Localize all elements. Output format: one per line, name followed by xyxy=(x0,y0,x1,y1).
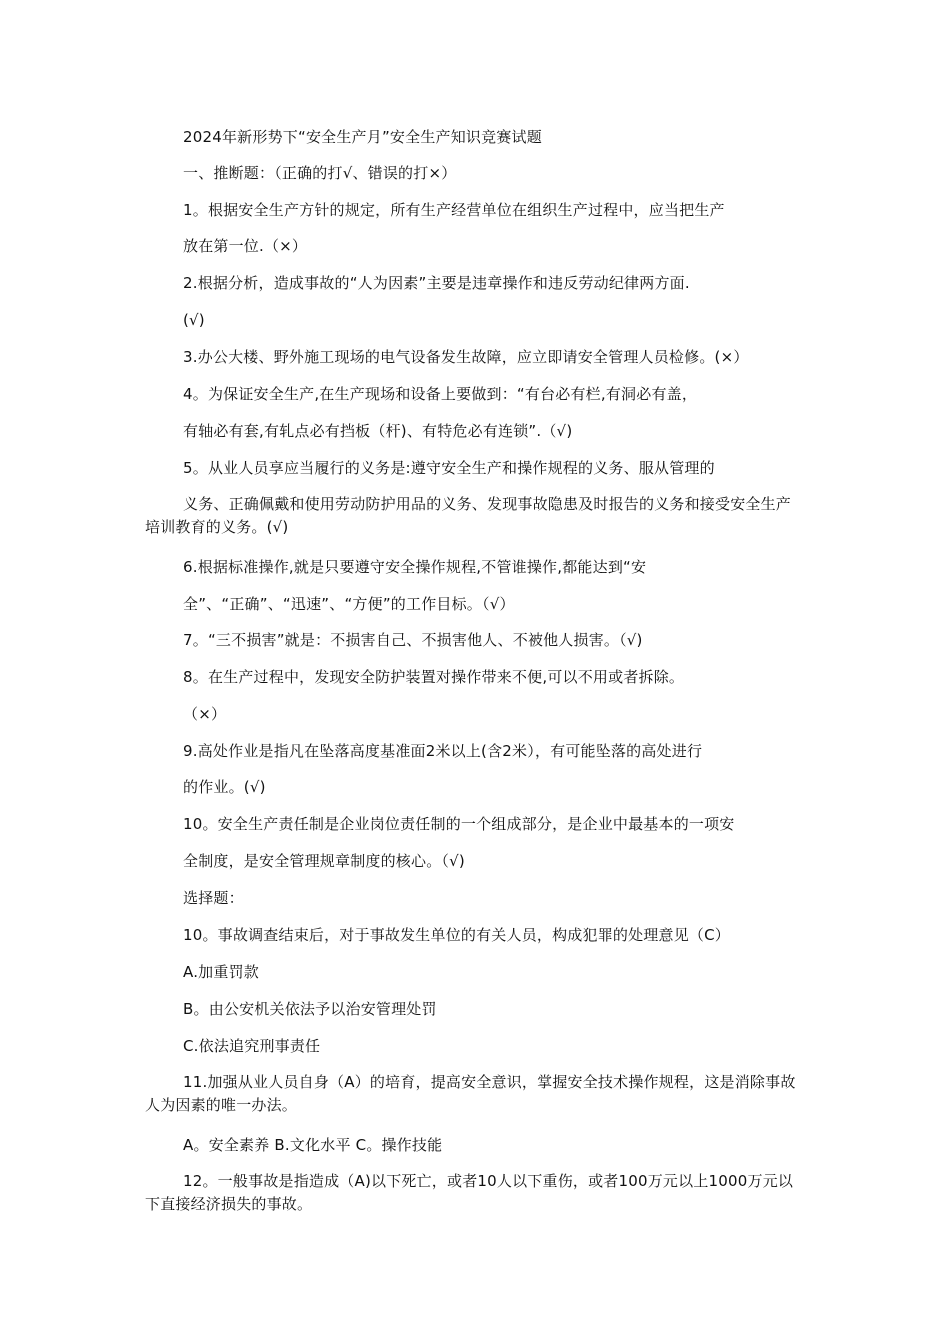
choice-10-option-a: A.加重罚款 xyxy=(183,963,259,981)
question-3: 3.办公大楼、野外施工现场的电气设备发生故障，应立即请安全管理人员检修。(×） xyxy=(183,348,749,366)
section-heading-choice: 选择题： xyxy=(183,889,244,907)
choice-question-11: 11.加强从业人员自身（A）的培育，提高安全意识，掌握安全技术操作规程，这是消除事故人为因素的唯一办法。 xyxy=(145,1073,796,1114)
document-title: 2024年新形势下“安全生产月”安全生产知识竞赛试题 xyxy=(183,128,542,146)
choice-10-option-c: C.依法追究刑事责任 xyxy=(183,1037,321,1055)
question-5-paragraph: 义务、正确佩戴和使用劳动防护用品的义务、发现事故隐患及时报告的义务和接受安全生产培训教育的义务。(√) xyxy=(145,495,792,536)
question-5-line-1: 5。从业人员享应当履行的义务是:遵守安全生产和操作规程的义务、服从管理的 xyxy=(183,459,715,477)
question-10-line-1: 10。安全生产责任制是企业岗位责任制的一个组成部分，是企业中最基本的一项安 xyxy=(183,815,735,833)
question-4-line-2: 有轴必有套,有轧点必有挡板（杆)、有特危必有连锁”.（√) xyxy=(183,422,573,440)
question-6-line-2: 全”、“正确”、“迅速”、“方便”的工作目标。（√） xyxy=(183,595,515,613)
choice-question-12: 12。一般事故是指造成（A)以下死亡，或者10人以下重伤，或者100万元以上1000万元以下直接经济损失的事故。 xyxy=(145,1172,794,1213)
question-10-line-2: 全制度，是安全管理规章制度的核心。（√) xyxy=(183,852,465,870)
question-1-line-2: 放在第一位.（×） xyxy=(183,237,308,255)
question-2-line-2: (√) xyxy=(183,311,205,329)
choice-11-options: A。安全素养 B.文化水平 C。操作技能 xyxy=(183,1136,443,1154)
question-4-line-1: 4。为保证安全生产,在生产现场和设备上要做到：“有台必有栏,有洞必有盖， xyxy=(183,385,698,403)
choice-10-option-b: B。由公安机关依法予以治安管理处罚 xyxy=(183,1000,437,1018)
question-9-line-2: 的作业。(√) xyxy=(183,778,266,796)
question-7: 7。“三不损害”就是：不损害自己、不损害他人、不被他人损害。（√) xyxy=(183,631,643,649)
question-1-line-1: 1。根据安全生产方针的规定，所有生产经营单位在组织生产过程中，应当把生产 xyxy=(183,201,725,219)
question-2-line-1: 2.根据分析，造成事故的“人为因素”主要是违章操作和违反劳动纪律两方面. xyxy=(183,274,690,292)
question-8-line-1: 8。在生产过程中，发现安全防护装置对操作带来不便,可以不用或者拆除。 xyxy=(183,668,685,686)
question-6-line-1: 6.根据标准操作,就是只要遵守安全操作规程,不管谁操作,都能达到“安 xyxy=(183,558,647,576)
section-heading-true-false: 一、推断题：（正确的打√、错误的打×） xyxy=(183,164,457,182)
question-8-line-2: （×） xyxy=(183,705,227,723)
choice-question-10: 10。事故调查结束后，对于事故发生单位的有关人员，构成犯罪的处理意见（C） xyxy=(183,926,730,944)
question-9-line-1: 9.高处作业是指凡在坠落高度基准面2米以上(含2米），有可能坠落的高处进行 xyxy=(183,742,703,760)
